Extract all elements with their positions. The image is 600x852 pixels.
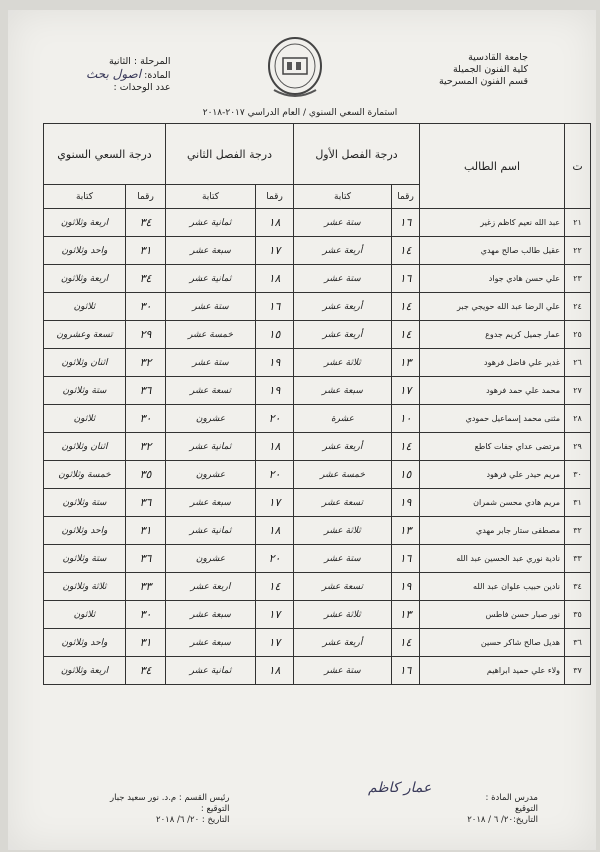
annual-words: ثلاثة وثلاثون: [44, 573, 126, 601]
sem2-words: عشرون: [166, 545, 256, 573]
table-row: [44, 573, 591, 601]
annual-words: ستة وثلاثون: [44, 489, 126, 517]
annual-words: اربعة وثلاثون: [44, 209, 126, 237]
sem1-digits: ١٦: [392, 265, 420, 293]
row-number: ٢٦: [565, 349, 591, 377]
teacher-signature: عمار كاظم: [368, 780, 432, 796]
annual-words: اربعة وثلاثون: [44, 657, 126, 685]
table-row: [44, 349, 591, 377]
annual-digits: ٣٢: [126, 349, 166, 377]
annual-words: ستة وثلاثون: [44, 377, 126, 405]
sem2-words: عشرون: [166, 461, 256, 489]
teacher-block: [467, 793, 538, 826]
sem1-digits: ١٤: [392, 293, 420, 321]
sem2-words: ثمانية عشر: [166, 657, 256, 685]
sem2-digits: ١٧: [256, 601, 294, 629]
sem1-digits: ١٩: [392, 573, 420, 601]
head-title: رئيس القسم : م.د. نور سعيد جبار: [110, 793, 230, 803]
institution-header: [439, 52, 528, 88]
sem2-digits: ١٥: [256, 321, 294, 349]
student-name: مريم هادي محسن شمران: [420, 489, 565, 517]
sem2-digits: ١٩: [256, 377, 294, 405]
form-title: استمارة السعي السنوي / العام الدراسي ٢٠١٧-٢٠١٨: [202, 108, 398, 118]
annual-digits: ٣٤: [126, 657, 166, 685]
subject-row: [86, 68, 171, 82]
header-name: اسم الطالب: [420, 124, 565, 209]
annual-digits: ٣١: [126, 237, 166, 265]
student-name: محمد علي حمد فرهود: [420, 377, 565, 405]
student-name: هديل صالح شاكر حسين: [420, 629, 565, 657]
table-row: [44, 629, 591, 657]
header-annual-words: كتابة: [44, 185, 126, 209]
student-name: مصطفى ستار جابر مهدي: [420, 517, 565, 545]
header-sem1: درجة الفصل الأول: [294, 124, 420, 185]
row-number: ٣١: [565, 489, 591, 517]
annual-digits: ٣٦: [126, 545, 166, 573]
row-number: ٢٧: [565, 377, 591, 405]
sem2-words: خمسة عشر: [166, 321, 256, 349]
sem1-digits: ١٤: [392, 321, 420, 349]
annual-digits: ٣٣: [126, 573, 166, 601]
sem2-words: سبعة عشر: [166, 629, 256, 657]
sem2-digits: ١٧: [256, 629, 294, 657]
teacher-title: مدرس المادة :: [485, 793, 538, 803]
sem2-words: ثمانية عشر: [166, 433, 256, 461]
sem1-digits: ١٦: [392, 209, 420, 237]
subject-value: اصول بحث: [86, 67, 142, 81]
annual-digits: ٣٠: [126, 293, 166, 321]
annual-digits: ٣١: [126, 517, 166, 545]
head-block: [110, 793, 230, 826]
annual-digits: ٣٠: [126, 601, 166, 629]
sem2-digits: ١٨: [256, 209, 294, 237]
sem2-words: ثمانية عشر: [166, 265, 256, 293]
sem1-words: ثلاثة عشر: [294, 349, 392, 377]
annual-digits: ٣٤: [126, 209, 166, 237]
head-sign: التوقيع :: [200, 804, 230, 814]
row-number: ٣٢: [565, 517, 591, 545]
annual-digits: ٢٩: [126, 321, 166, 349]
annual-words: ثلاثون: [44, 293, 126, 321]
header-sem1-words: كتابة: [294, 185, 392, 209]
head-date: التاريخ : ٢٠/ ٦/ ٢٠١٨: [156, 815, 230, 825]
sem1-digits: ١٠: [392, 405, 420, 433]
table-row: [44, 265, 591, 293]
sem1-digits: ١٦: [392, 657, 420, 685]
sem1-words: عشرة: [294, 405, 392, 433]
sem2-words: تسعة عشر: [166, 377, 256, 405]
annual-digits: ٣٦: [126, 489, 166, 517]
grades-table: [43, 123, 591, 685]
table-row: [44, 293, 591, 321]
table-row: [44, 433, 591, 461]
student-name: ولاء علي حميد ابراهيم: [420, 657, 565, 685]
sem1-words: ستة عشر: [294, 657, 392, 685]
sem1-digits: ١٣: [392, 517, 420, 545]
sem2-words: سبعة عشر: [166, 601, 256, 629]
sem2-words: اربعة عشر: [166, 573, 256, 601]
annual-words: واحد وثلاثون: [44, 629, 126, 657]
sem1-words: تسعة عشر: [294, 573, 392, 601]
row-number: ٢٤: [565, 293, 591, 321]
header-sem2-words: كتابة: [166, 185, 256, 209]
university-name: جامعة القادسية: [468, 52, 528, 63]
sem2-digits: ٢٠: [256, 461, 294, 489]
sem1-words: أربعة عشر: [294, 433, 392, 461]
student-name: مثنى محمد إسماعيل حمودي: [420, 405, 565, 433]
department-name: قسم الفنون المسرحية: [438, 76, 528, 87]
sem2-digits: ١٧: [256, 237, 294, 265]
annual-words: اثنان وثلاثون: [44, 433, 126, 461]
teacher-date: التاريخ:٢٠/ ٦ / ٢٠١٨: [467, 815, 538, 825]
sem2-digits: ٢٠: [256, 545, 294, 573]
sem2-words: عشرون: [166, 405, 256, 433]
row-number: ٣٠: [565, 461, 591, 489]
sem2-digits: ١٦: [256, 293, 294, 321]
row-number: ٢٨: [565, 405, 591, 433]
sem2-words: ثمانية عشر: [166, 517, 256, 545]
sem2-words: سبعة عشر: [166, 489, 256, 517]
annual-digits: ٣٢: [126, 433, 166, 461]
table-row: [44, 657, 591, 685]
course-info: [86, 56, 171, 94]
stage-label: المرحلة : الثانية: [108, 56, 171, 67]
row-number: ٣٣: [565, 545, 591, 573]
student-name: نور صبار حسن فاطس: [420, 601, 565, 629]
student-name: غدير علي فاضل فرهود: [420, 349, 565, 377]
table-row: [44, 461, 591, 489]
subject-label: المادة:: [144, 70, 171, 81]
sem1-words: تسعة عشر: [294, 489, 392, 517]
table-row: [44, 377, 591, 405]
table-row: [44, 321, 591, 349]
annual-words: تسعة وعشرون: [44, 321, 126, 349]
sem2-digits: ١٨: [256, 657, 294, 685]
sem2-words: سبعة عشر: [166, 237, 256, 265]
student-name: عقيل طالب صالح مهدي: [420, 237, 565, 265]
sem2-words: ستة عشر: [166, 349, 256, 377]
sem2-words: ستة عشر: [166, 293, 256, 321]
student-name: نادية نوري عبد الحسين عبد الله: [420, 545, 565, 573]
header-sem2: درجة الفصل الثاني: [166, 124, 294, 185]
student-name: عبد الله نعيم كاظم زغير: [420, 209, 565, 237]
student-name: مرتضى عداي جفات كاطع: [420, 433, 565, 461]
annual-words: واحد وثلاثون: [44, 517, 126, 545]
sem1-digits: ١٣: [392, 349, 420, 377]
sem1-digits: ١٤: [392, 237, 420, 265]
annual-words: ثلاثون: [44, 405, 126, 433]
sem2-digits: ١٨: [256, 265, 294, 293]
teacher-sign: التوقيع: [514, 804, 538, 814]
annual-digits: ٣٠: [126, 405, 166, 433]
sem2-digits: ١٧: [256, 489, 294, 517]
college-name: كلية الفنون الجميلة: [452, 64, 528, 75]
sem1-words: ستة عشر: [294, 209, 392, 237]
row-number: ٢١: [565, 209, 591, 237]
sem1-words: ثلاثة عشر: [294, 601, 392, 629]
sem1-words: أربعة عشر: [294, 321, 392, 349]
student-name: عمار جميل كريم جدوع: [420, 321, 565, 349]
student-name: علي حسن هادي جواد: [420, 265, 565, 293]
row-number: ٣٥: [565, 601, 591, 629]
sem1-words: أربعة عشر: [294, 237, 392, 265]
sem1-words: ستة عشر: [294, 265, 392, 293]
sem1-words: أربعة عشر: [294, 293, 392, 321]
header-sem1-digits: رقما: [392, 185, 420, 209]
annual-digits: ٣٤: [126, 265, 166, 293]
sem2-digits: ١٩: [256, 349, 294, 377]
annual-digits: ٣٦: [126, 377, 166, 405]
header-no: ت: [565, 124, 591, 209]
sem1-words: أربعة عشر: [294, 629, 392, 657]
annual-digits: ٣١: [126, 629, 166, 657]
annual-words: ثلاثون: [44, 601, 126, 629]
row-number: ٢٥: [565, 321, 591, 349]
table-row: [44, 489, 591, 517]
annual-words: واحد وثلاثون: [44, 237, 126, 265]
sem1-digits: ١٧: [392, 377, 420, 405]
sem1-digits: ١٤: [392, 433, 420, 461]
table-row: [44, 517, 591, 545]
header-sem2-digits: رقما: [256, 185, 294, 209]
sem2-digits: ١٨: [256, 433, 294, 461]
table-row: [44, 545, 591, 573]
table-row: [44, 601, 591, 629]
annual-words: ستة وثلاثون: [44, 545, 126, 573]
header-annual: درجة السعي السنوي: [44, 124, 166, 185]
sem1-words: خمسة عشر: [294, 461, 392, 489]
row-number: ٢٢: [565, 237, 591, 265]
row-number: ٢٣: [565, 265, 591, 293]
row-number: ٣٧: [565, 657, 591, 685]
sem1-digits: ١٩: [392, 489, 420, 517]
annual-words: اثنان وثلاثون: [44, 349, 126, 377]
sem1-digits: ١٣: [392, 601, 420, 629]
table-row: [44, 237, 591, 265]
annual-digits: ٣٥: [126, 461, 166, 489]
table-row: [44, 209, 591, 237]
sem1-digits: ١٦: [392, 545, 420, 573]
sem2-digits: ١٨: [256, 517, 294, 545]
student-name: نادين حبيب علوان عبد الله: [420, 573, 565, 601]
sem1-digits: ١٥: [392, 461, 420, 489]
header-annual-digits: رقما: [126, 185, 166, 209]
student-name: علي الرضا عبد الله حويجي جبر: [420, 293, 565, 321]
sem1-words: ستة عشر: [294, 545, 392, 573]
annual-words: خمسة وثلاثون: [44, 461, 126, 489]
sem2-words: ثمانية عشر: [166, 209, 256, 237]
student-name: مريم حيدر علي فرهود: [420, 461, 565, 489]
sem1-words: سبعة عشر: [294, 377, 392, 405]
row-number: ٣٤: [565, 573, 591, 601]
annual-words: اربعة وثلاثون: [44, 265, 126, 293]
university-logo: [266, 36, 324, 102]
sem2-digits: ٢٠: [256, 405, 294, 433]
sem1-digits: ١٤: [392, 629, 420, 657]
table-row: [44, 405, 591, 433]
row-number: ٢٩: [565, 433, 591, 461]
sem1-words: ثلاثة عشر: [294, 517, 392, 545]
sem2-digits: ١٤: [256, 573, 294, 601]
row-number: ٣٦: [565, 629, 591, 657]
units-label: عدد الوحدات :: [113, 82, 171, 93]
